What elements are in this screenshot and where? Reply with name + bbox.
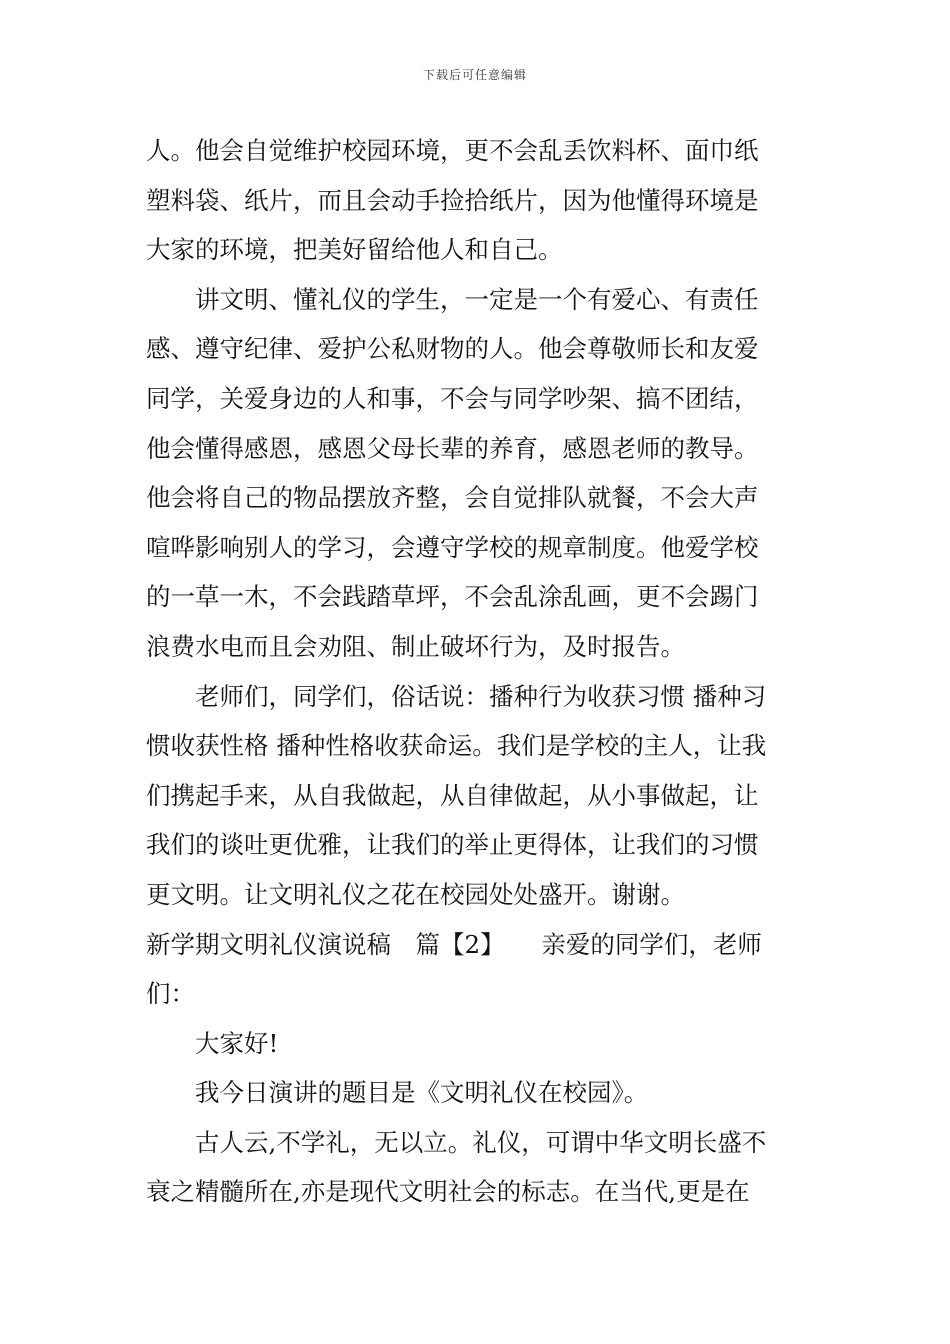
text-line: 感、遵守纪律、爱护公私财物的人。他会尊敬师长和友爱 <box>146 334 759 364</box>
text-line: 塑料袋、纸片，而且会动手捡拾纸片，因为他懂得环境是 <box>146 185 759 215</box>
text-line: 大家好! <box>195 1028 279 1058</box>
text-line: 的一草一木，不会践踏草坪，不会乱涂乱画，更不会踢门 <box>146 582 759 612</box>
text-line: 我们的谈吐更优雅，让我们的举止更得体，让我们的习惯 <box>146 830 759 860</box>
text-line: 讲文明、懂礼仪的学生，一定是一个有爱心、有责任 <box>195 284 759 314</box>
text-line: 他会将自己的物品摆放齐整，会自觉排队就餐，不会大声 <box>146 483 759 513</box>
text-line: 们： <box>146 979 195 1009</box>
text-line: 喧哗影响别人的学习，会遵守学校的规章制度。他爱学校 <box>146 532 759 562</box>
page-header: 下载后可任意编辑 <box>422 68 527 82</box>
text-line: 惯收获性格 播种性格收获命运。我们是学校的主人，让我 <box>146 731 767 761</box>
text-line: 人。他会自觉维护校园环境，更不会乱丢饮料杯、面巾纸 <box>146 136 759 165</box>
text-line: 我今日演讲的题目是《文明礼仪在校园》。 <box>195 1078 649 1108</box>
text-line: 衰之精髓所在,亦是现代文明社会的标志。在当代,更是在 <box>146 1177 750 1207</box>
text-line: 老师们，同学们，俗话说：播种行为收获习惯 播种习 <box>195 681 767 711</box>
text-line: 古人云,不学礼，无以立。礼仪，可谓中华文明长盛不 <box>195 1127 767 1157</box>
section-heading-line: 新学期文明礼仪演说稿 篇【2】 亲爱的同学们，老师 <box>146 929 762 959</box>
text-line: 们携起手来，从自我做起，从自律做起，从小事做起，让 <box>146 780 759 810</box>
text-line: 同学，关爱身边的人和事，不会与同学吵架、搞不团结， <box>146 383 759 413</box>
text-line: 更文明。让文明礼仪之花在校园处处盛开。谢谢。 <box>146 879 685 909</box>
text-line: 浪费水电而且会劝阻、制止破坏行为，及时报告。 <box>146 631 685 661</box>
text-line: 大家的环境，把美好留给他人和自己。 <box>146 235 563 265</box>
text-line: 他会懂得感恩，感恩父母长辈的养育，感恩老师的教导。 <box>146 433 759 463</box>
body-text <box>146 126 810 1217</box>
